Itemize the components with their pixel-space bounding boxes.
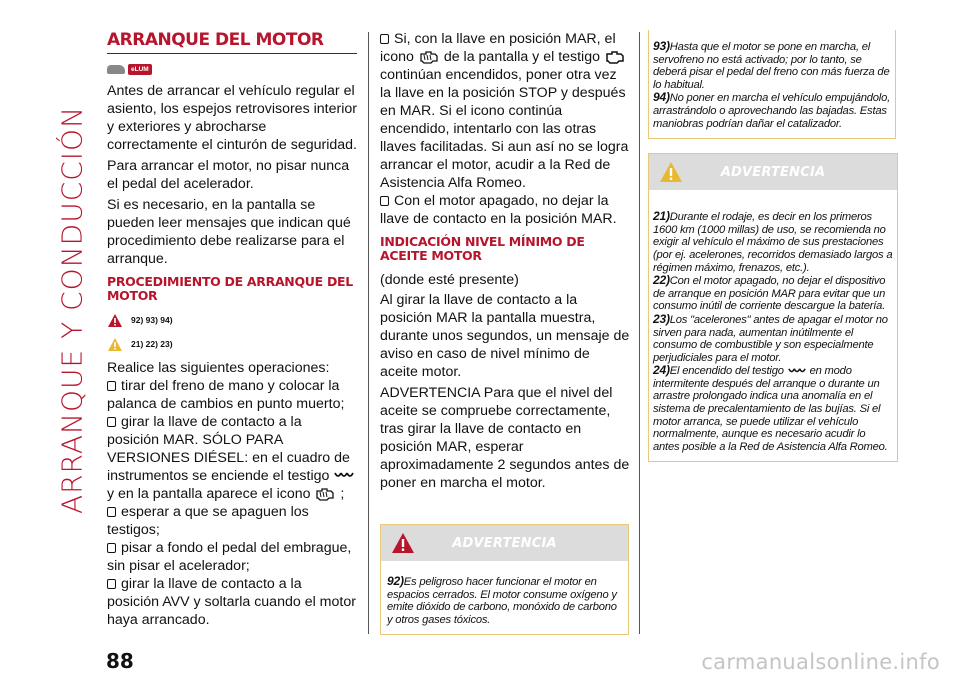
chapter-sidebar	[50, 30, 94, 590]
note-22: 22)Con el motor apagado, no dejar el dispositivo de arranque en posición MAR para evitar que un consumo inútil de corriente descargue la batería.	[653, 273, 886, 313]
chapter-title: ARRANQUE Y CONDUCCIÓN	[55, 105, 89, 515]
bullet-item: Si, con la llave en posición MAR, el icono de la pantalla y el testigo continúan encendidos, poner otra vez la llave en la posición STOP y después en MAR. Si el icono continúa encendido, intentarlo con las otras llaves facilitadas. Si aun así no se logra arrancar el motor, acudir a la Red de Asistencia Alfa Romeo.	[380, 31, 629, 191]
section-title-arranque: ARRANQUE DEL MOTOR	[107, 30, 357, 54]
paragraph-messages: Si es necesario, en la pantalla se pueden leer mensajes que indican qué procedimiento debe realizarse para el arranque.	[107, 197, 351, 267]
warning-triangle-icon	[107, 313, 123, 328]
advertencia-box	[648, 153, 898, 462]
note-94: 94)No poner en marcha el vehículo empujándolo, arrastrándolo o aprovechando las bajadas. Estas maniobras podrían dañar el catalizador.	[653, 90, 891, 130]
warning-refs-red	[107, 311, 357, 329]
advertencia-title: ADVERTENCIA	[452, 535, 557, 551]
page-number: 88	[106, 649, 134, 673]
note-21: 21)Durante el rodaje, es decir en los primeros 1600 km (1000 millas) de uso, se recomienda no exigir al vehículo el máximo de sus prestaciones (por ej. acelerones, recorridos demasiado largos a régimen máximo, frenazos, etc.).	[653, 209, 893, 274]
warning-triangle-icon	[107, 337, 123, 352]
bullet-item: Con el motor apagado, no dejar la llave de contacto en la posición MAR.	[380, 193, 617, 227]
bullet-item: girar la llave de contacto a la posición MAR. SÓLO PARA VERSIONES DIÉSEL: en el cuadro de instrumentos se enciende el testigo y en la pantalla aparece el icono ;	[107, 413, 357, 503]
advertencia-header	[649, 154, 897, 190]
engine-icon	[314, 486, 336, 502]
advertencia-title: ADVERTENCIA	[720, 164, 826, 180]
warning-refs-red-text: 92) 93) 94)	[131, 315, 173, 325]
lum-badge: eLUM	[128, 64, 152, 75]
glow-plug-icon	[333, 471, 355, 481]
heading-aceite: INDICACIÓN NIVEL MÍNIMO DE ACEITE MOTOR	[380, 234, 585, 263]
warning-refs-yellow	[107, 335, 357, 353]
bullet-item: girar la llave de contacto a la posición AVV y soltarla cuando el motor haya arrancado.	[107, 576, 356, 628]
bullet-item: esperar a que se apaguen los testigos;	[107, 504, 309, 538]
warning-refs-yellow-text: 21) 22) 23)	[131, 339, 173, 349]
paragraph-intro: Realice las siguientes operaciones:	[107, 360, 330, 376]
paragraph-oil-2: ADVERTENCIA Para que el nivel del aceite se compruebe correctamente, tras girar la llave de contacto en posición MAR, esperar aproximadamente 2 segundos antes de poner en marcha el motor.	[380, 385, 630, 491]
note-23: 23)Los "acelerones" antes de apagar el motor no sirven para nada, aumentan inútilmente el consumo de combustible y son especialmente perjudiciales para el motor.	[653, 311, 888, 364]
column-right	[648, 30, 898, 462]
heading-procedimiento: PROCEDIMIENTO DE ARRANQUE DEL MOTOR	[107, 274, 353, 303]
warning-triangle-icon	[659, 161, 683, 183]
paragraph-seat: Antes de arrancar el vehículo regular el asiento, los espejos retrovisores interior y exteriores y abrocharse correctamente el cinturón de seguridad.	[107, 83, 357, 153]
watermark: carmanualsonline.info	[701, 650, 940, 674]
note-box-top	[648, 30, 896, 139]
note-24: 24)El encendido del testigo en modo intermitente después del arranque o durante un arrastre prolongado indica una anomalía en el sistema de precalentamiento de las bujías. Si el motor arranca, se puede utilizar el vehículo normalmente, aunque es necesario acudir lo antes posible a la Red de Asistencia Alfa Romeo.	[653, 363, 888, 453]
warning-triangle-icon	[391, 532, 415, 554]
engine-icon	[418, 49, 440, 65]
column-middle	[380, 30, 630, 635]
paragraph-accelerator: Para arrancar el motor, no pisar nunca el pedal del acelerador.	[107, 158, 350, 192]
paragraph-present: (donde esté presente)	[380, 272, 519, 288]
bullet-item: pisar a fondo el pedal del embrague, sin pisar el acelerador;	[107, 540, 352, 574]
column-left	[107, 30, 357, 629]
column-divider	[639, 32, 640, 634]
note-93: 93)Hasta que el motor se pone en marcha, el servofreno no está activado; por lo tanto, se deberá pisar el pedal del freno con más fuerza de lo habitual.	[653, 39, 890, 91]
glow-plug-icon	[787, 367, 807, 376]
lum-indicator	[107, 58, 357, 80]
bullet-item: tirar del freno de mano y colocar la palanca de cambios en punto muerto;	[107, 378, 345, 412]
engine-icon	[604, 49, 628, 65]
advertencia-header	[381, 525, 628, 561]
advertencia-box	[380, 524, 629, 635]
lum-car-icon	[107, 64, 152, 75]
note-92: 92)Es peligroso hacer funcionar el motor en espacios cerrados. El motor consume oxígeno y emite dióxido de carbono, monóxido de carbono y otros gases tóxicos.	[387, 574, 617, 626]
paragraph-oil-1: Al girar la llave de contacto a la posición MAR la pantalla muestra, durante unos segundos, un mensaje de aviso en caso de nivel mínimo de aceite motor.	[380, 292, 630, 380]
column-divider	[368, 32, 369, 634]
